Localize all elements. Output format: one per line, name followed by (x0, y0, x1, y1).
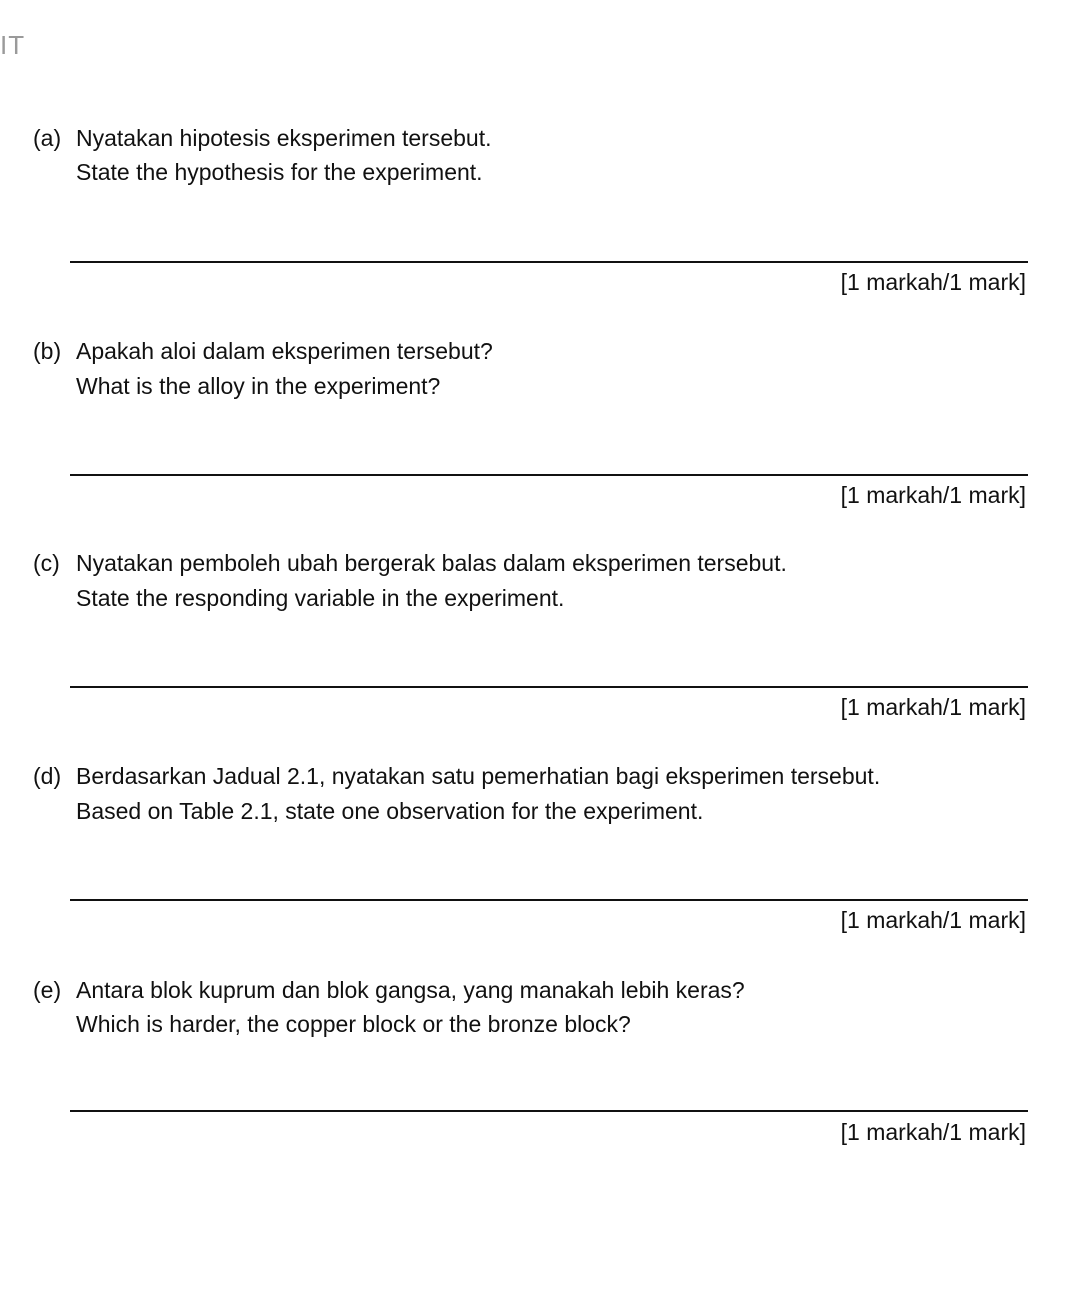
question-text-english: What is the alloy in the experiment? (76, 373, 441, 399)
question-letter: (d) (33, 763, 62, 789)
question-text-malay: Antara blok kuprum dan blok gangsa, yang manakah lebih keras? (76, 977, 745, 1003)
question-text-malay: Apakah aloi dalam eksperimen tersebut? (76, 338, 493, 364)
page-corner-mark: IT (0, 30, 26, 60)
question-text-english: Based on Table 2.1, state one observation for the experiment. (76, 798, 704, 824)
marks-label: [1 markah/1 mark] (840, 907, 1026, 933)
question-text-english: State the responding variable in the experiment. (76, 585, 565, 611)
answer-line[interactable] (70, 1110, 1028, 1112)
marks-label: [1 markah/1 mark] (840, 269, 1026, 295)
answer-line[interactable] (70, 474, 1028, 476)
question-letter: (a) (33, 125, 62, 151)
question-text-english: Which is harder, the copper block or the bronze block? (76, 1011, 631, 1037)
marks-label: [1 markah/1 mark] (840, 482, 1026, 508)
question-letter: (c) (33, 550, 60, 576)
answer-line[interactable] (70, 899, 1028, 901)
question-letter: (e) (33, 977, 62, 1003)
marks-label: [1 markah/1 mark] (840, 1119, 1026, 1145)
marks-label: [1 markah/1 mark] (840, 694, 1026, 720)
question-text-malay: Nyatakan hipotesis eksperimen tersebut. (76, 125, 492, 151)
question-text-english: State the hypothesis for the experiment. (76, 159, 483, 185)
question-text-malay: Berdasarkan Jadual 2.1, nyatakan satu pemerhatian bagi eksperimen tersebut. (76, 763, 881, 789)
question-letter: (b) (33, 338, 62, 364)
answer-line[interactable] (70, 686, 1028, 688)
answer-line[interactable] (70, 261, 1028, 263)
question-text-malay: Nyatakan pemboleh ubah bergerak balas dalam eksperimen tersebut. (76, 550, 787, 576)
